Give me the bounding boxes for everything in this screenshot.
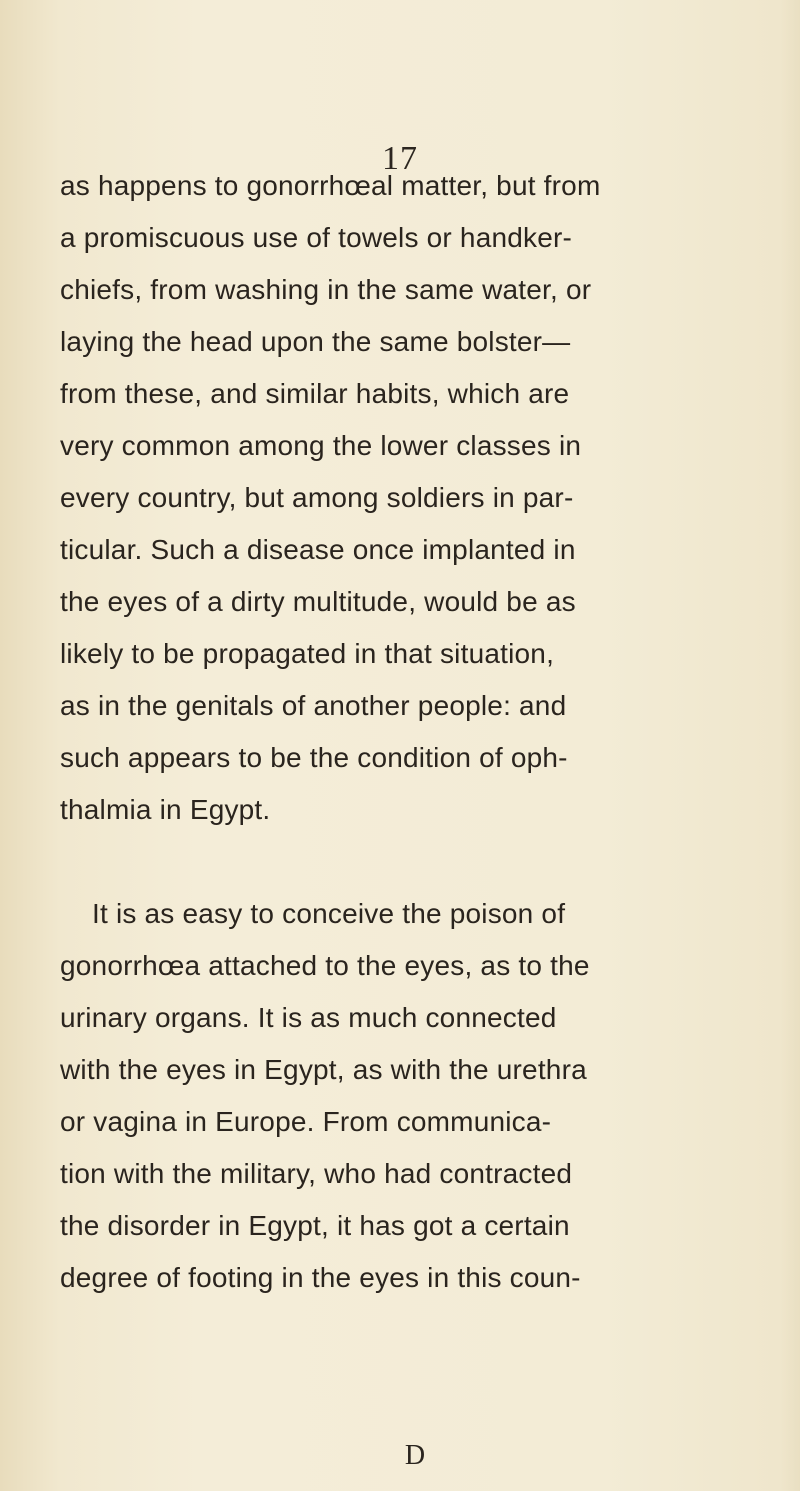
text-line: the eyes of a dirty multitude, would be as [60, 586, 576, 617]
text-line: a promiscuous use of towels or handker- [60, 222, 573, 253]
paragraph-gap [60, 836, 795, 888]
text-line: laying the head upon the same bolster— [60, 326, 571, 357]
signature-mark: D [404, 1440, 426, 1471]
paragraph-1 [60, 160, 795, 836]
text-line: from these, and similar habits, which are [60, 378, 570, 409]
text-line: the disorder in Egypt, it has got a certain [60, 1210, 570, 1241]
text-line: It is as easy to conceive the poison of [92, 898, 566, 929]
page-number: 17 [382, 140, 418, 177]
text-line: with the eyes in Egypt, as with the urethra [60, 1054, 587, 1085]
text-line: such appears to be the condition of oph- [60, 742, 568, 773]
paragraph-2 [60, 888, 795, 1304]
text-line: urinary organs. It is as much connected [60, 1002, 557, 1033]
text-line: degree of footing in the eyes in this coun- [60, 1262, 581, 1293]
body-text [60, 160, 795, 1304]
text-line: likely to be propagated in that situation, [60, 638, 555, 669]
text-line: tion with the military, who had contracted [60, 1158, 573, 1189]
text-line: as in the genitals of another people: and [60, 690, 567, 721]
text-line: as happens to gonorrhœal matter, but from [60, 170, 601, 201]
text-line: gonorrhœa attached to the eyes, as to the [60, 950, 590, 981]
text-line: ticular. Such a disease once implanted in [60, 534, 576, 565]
text-line: thalmia in Egypt. [60, 794, 271, 825]
text-line: every country, but among soldiers in par- [60, 482, 574, 513]
text-line: chiefs, from washing in the same water, or [60, 274, 592, 305]
text-line: very common among the lower classes in [60, 430, 582, 461]
text-line: or vagina in Europe. From communica- [60, 1106, 552, 1137]
